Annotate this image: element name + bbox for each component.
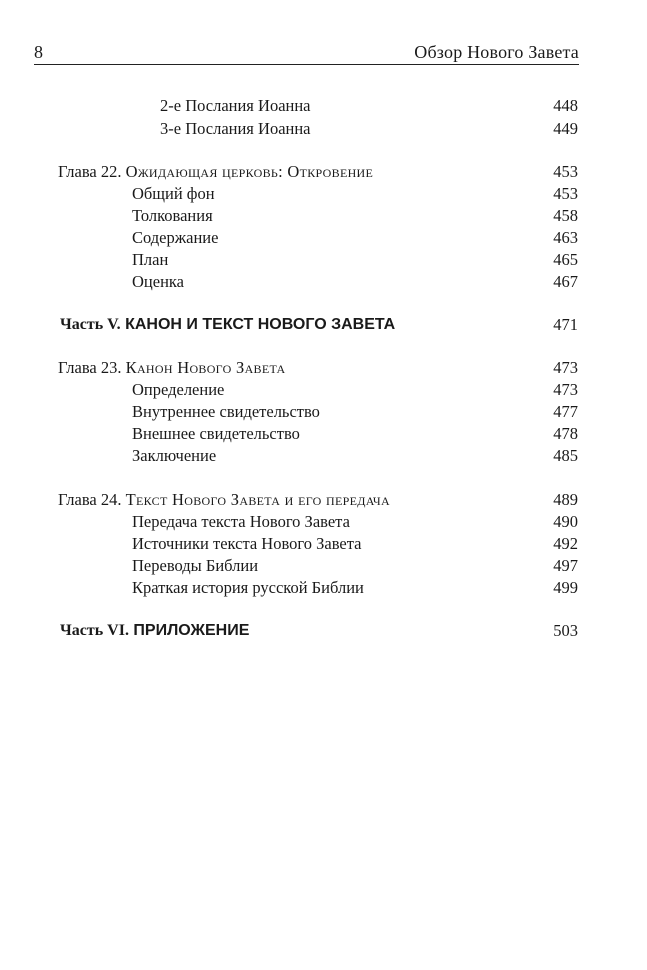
toc-section-title: Содержание bbox=[132, 228, 219, 247]
toc-section bbox=[0, 249, 647, 271]
toc-entry bbox=[0, 95, 647, 117]
toc-section bbox=[0, 183, 647, 205]
toc-section-title: Краткая история русской Библии bbox=[132, 578, 364, 597]
toc-section-title: Заключение bbox=[132, 446, 217, 465]
chapter-name: Текст Нового Завета и его передача bbox=[125, 490, 390, 509]
toc-section-page: 465 bbox=[553, 250, 578, 269]
toc-section-page: 477 bbox=[553, 402, 578, 421]
toc-section-page: 499 bbox=[553, 578, 578, 597]
chapter-lead: Глава 22. bbox=[58, 162, 122, 181]
part-lead: Часть V. bbox=[60, 316, 121, 333]
toc-section bbox=[0, 577, 647, 599]
toc-section-page: 492 bbox=[553, 534, 578, 553]
toc-section bbox=[0, 555, 647, 577]
toc-section bbox=[0, 445, 647, 467]
toc-section bbox=[0, 227, 647, 249]
toc-section bbox=[0, 205, 647, 227]
toc-section-title: Внешнее свидетельство bbox=[132, 424, 300, 443]
toc-section-title: Внутреннее свидетельство bbox=[132, 402, 320, 421]
running-title: Обзор Нового Завета bbox=[414, 42, 579, 62]
toc-section bbox=[0, 271, 647, 293]
toc-section-page: 458 bbox=[553, 206, 578, 225]
toc-entry-page: 448 bbox=[553, 96, 578, 115]
toc-section-page: 453 bbox=[553, 184, 578, 203]
toc-section-title: Источники текста Нового Завета bbox=[132, 534, 362, 553]
toc-chapter bbox=[0, 489, 647, 511]
toc-part bbox=[0, 620, 647, 642]
toc-part-page: 471 bbox=[553, 315, 578, 334]
toc-entry-title: 2-е Послания Иоанна bbox=[160, 96, 311, 115]
toc-section-title: Общий фон bbox=[132, 184, 215, 203]
toc-chapter-title bbox=[58, 489, 390, 511]
toc-section-title: Передача текста Нового Завета bbox=[132, 512, 350, 531]
toc-chapter-title bbox=[58, 357, 285, 379]
part-lead: Часть VI. bbox=[60, 622, 129, 639]
toc-entry bbox=[0, 118, 647, 140]
part-name: КАНОН И ТЕКСТ НОВОГО ЗАВЕТА bbox=[125, 316, 396, 333]
toc-section-page: 490 bbox=[553, 512, 578, 531]
page-number: 8 bbox=[34, 42, 43, 62]
chapter-lead: Глава 23. bbox=[58, 358, 122, 377]
chapter-lead: Глава 24. bbox=[58, 490, 122, 509]
toc-part-title bbox=[60, 314, 395, 336]
toc-section-page: 467 bbox=[553, 272, 578, 291]
toc-part-title bbox=[60, 620, 249, 642]
toc-section bbox=[0, 423, 647, 445]
toc-section-title: Толкования bbox=[132, 206, 213, 225]
toc-section-title: План bbox=[132, 250, 169, 269]
chapter-name: Ожидающая церковь: Откровение bbox=[125, 162, 374, 181]
toc-section-title: Оценка bbox=[132, 272, 184, 291]
toc-chapter-page: 489 bbox=[553, 490, 578, 509]
toc-chapter-title bbox=[58, 161, 373, 183]
toc-section bbox=[0, 533, 647, 555]
toc-chapter bbox=[0, 161, 647, 183]
toc-section-title: Переводы Библии bbox=[132, 556, 259, 575]
toc-section bbox=[0, 379, 647, 401]
part-name: ПРИЛОЖЕНИЕ bbox=[133, 622, 250, 639]
toc-section-page: 473 bbox=[553, 380, 578, 399]
toc-section bbox=[0, 511, 647, 533]
toc-section-page: 485 bbox=[553, 446, 578, 465]
chapter-name: Канон Нового Завета bbox=[125, 358, 286, 377]
toc-chapter-page: 453 bbox=[553, 162, 578, 181]
toc-section-page: 497 bbox=[553, 556, 578, 575]
toc-section-title: Определение bbox=[132, 380, 225, 399]
toc-section bbox=[0, 401, 647, 423]
toc-section-page: 478 bbox=[553, 424, 578, 443]
toc-section-page: 463 bbox=[553, 228, 578, 247]
toc-chapter-page: 473 bbox=[553, 358, 578, 377]
toc-chapter bbox=[0, 357, 647, 379]
toc-entry-page: 449 bbox=[553, 119, 578, 138]
toc-entry-title: 3-е Послания Иоанна bbox=[160, 119, 311, 138]
toc-part-page: 503 bbox=[553, 621, 578, 640]
toc-part bbox=[0, 314, 647, 336]
